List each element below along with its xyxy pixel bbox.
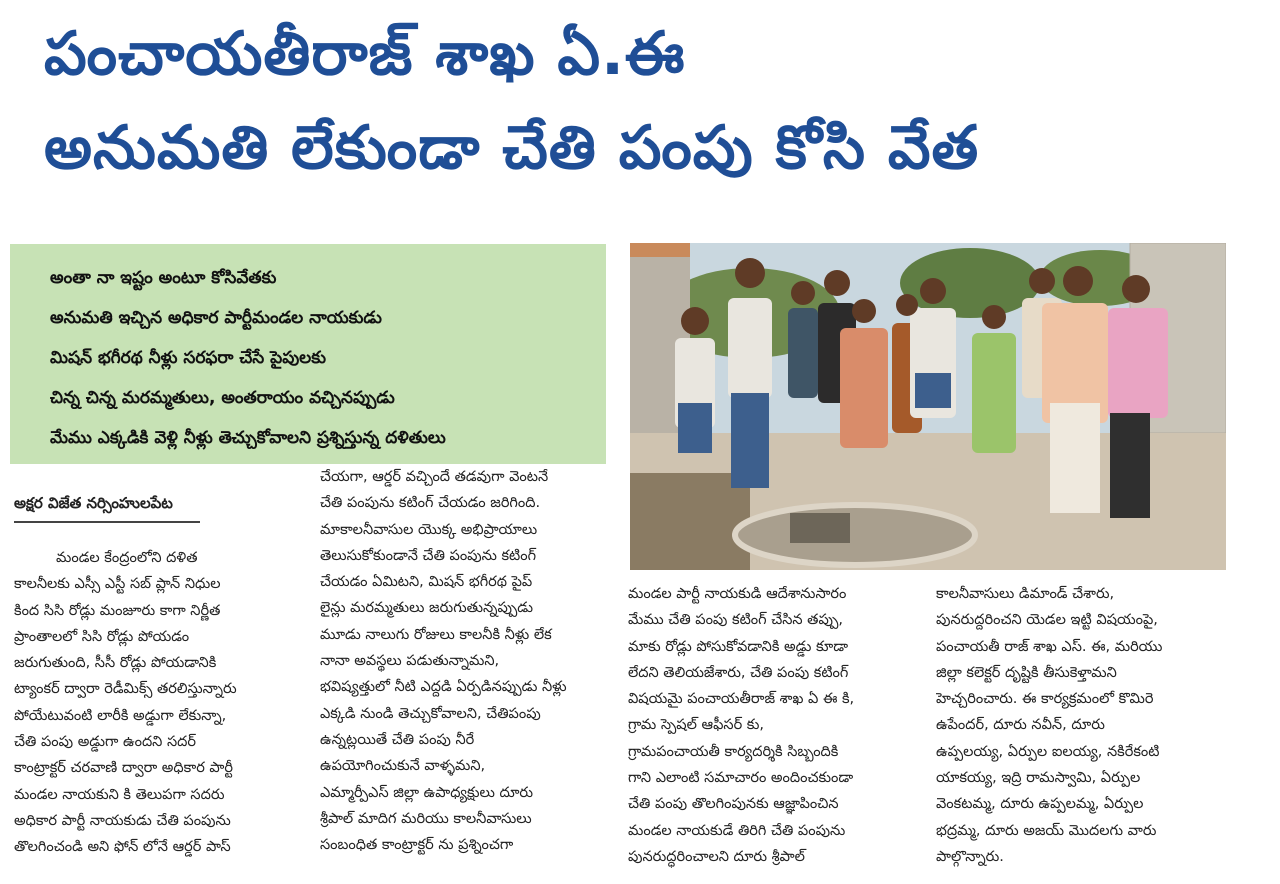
article-line: శ్రీపాల్ మాదిగ మరియు కాలనీవాసులు xyxy=(320,810,532,827)
article-line: కాలనీవాసులు డిమాండ్ చేశారు, xyxy=(936,586,1115,602)
article-line: గాని ఎలాంటి సమాచారం అందించకుండా xyxy=(628,770,854,787)
article-line: గ్రామ స్పెషల్ ఆఫీసర్ కు, xyxy=(628,717,764,734)
article-line: పంచాయతీ రాజ్ శాఖ ఎస్. ఈ, మరియు xyxy=(936,638,1163,655)
article-line: ట్యాంకర్ ద్వారా రెడీమిక్స్ తరలిస్తున్నారు xyxy=(14,681,237,698)
article-line: చేయగా, ఆర్డర్ వచ్చిందే తడవుగా వెంటనే xyxy=(320,469,549,485)
highlight-line: మిషన్ భగీరథ నీళ్లు సరఫరా చేసే పైపులకు xyxy=(50,348,326,368)
article-line: చేతి పంపు అడ్డుగా ఉందని సదర్ xyxy=(14,734,196,751)
article-line: అధికార పార్టీ నాయకుడు చేతి పంపును xyxy=(14,812,231,829)
highlight-line: మేము ఎక్కడికి వెళ్లి నీళ్లు తెచ్చుకోవాలని ప్రశ్నిస్తున్న దళితులు xyxy=(50,428,446,448)
article-line: మూడు నాలుగు రోజులు కాలనీకి నీళ్లు లేక xyxy=(320,626,552,643)
article-line: మాకాలనీవాసుల యొక్క అభిప్రాయాలు xyxy=(320,521,538,538)
news-photo xyxy=(630,243,1226,570)
article-line: చేయడం ఏమిటని, మిషన్ భగీరథ పైప్ xyxy=(320,574,533,591)
article-column-3 xyxy=(628,581,923,870)
article-column-2 xyxy=(320,464,610,858)
article-line: తెలుసుకోకుండానే చేతి పంపును కటింగ్ xyxy=(320,547,537,564)
article-line: నానా అవస్థలు పడుతున్నామని, xyxy=(320,653,500,670)
article-line: చేతి పంపు తొలగింపునకు ఆజ్ఞాపించిన xyxy=(628,796,839,813)
article-line: మండల కేంద్రంలోని దళిత xyxy=(56,550,198,566)
headline-line-1: పంచాయతీరాజ్ శాఖ ఏ.ఈ xyxy=(44,19,686,89)
article-line: చేతి పంపును కటింగ్ చేయడం జరిగింది. xyxy=(320,495,541,512)
article-line: యాకయ్య, ఇద్రి రామస్వామి, ఏర్పుల xyxy=(936,770,1141,787)
article-line: మండల నాయకుని కి తెలుపగా సదరు xyxy=(14,786,225,803)
article-line: గ్రామపంచాయతీ కార్యదర్శికి సిబ్బందికి xyxy=(628,743,839,760)
article-line: జిల్లా కలెక్టర్ దృష్టికి తీసుకెళ్తామని xyxy=(936,664,1117,681)
article-line: కాంట్రాక్టర్ చరవాణి ద్వారా అధికార పార్టీ xyxy=(14,760,233,777)
article-line: ఉపయోగించుకునే వాళ్ళమని, xyxy=(320,758,486,775)
article-line: ఎక్కడి నుండి తెచ్చుకోవాలని, చేతిపంపు xyxy=(320,705,541,722)
article-line: ఉపేందర్, దూరు నవీన్, దూరు xyxy=(936,717,1105,734)
article-line: హెచ్చరించారు. ఈ కార్యక్రమంలో కొమిరె xyxy=(936,691,1154,708)
article-line: కింద సిసి రోడ్లు మంజూరు కాగా నిర్ణీత xyxy=(14,602,221,619)
article-line: జరుగుతుంది, సీసీ రోడ్లు పోయడానికి xyxy=(14,655,217,672)
highlight-line: అనుమతి ఇచ్చిన అధికార పార్టీమండల నాయకుడు xyxy=(50,308,382,328)
article-line: విషయమై పంచాయతీరాజ్ శాఖ ఏ ఈ కి, xyxy=(628,691,855,708)
article-column-1 xyxy=(14,545,304,861)
article-line: మండల పార్టీ నాయకుడి ఆదేశానుసారం xyxy=(628,586,847,602)
highlight-box xyxy=(10,244,606,464)
article-line: పాల్గొన్నారు. xyxy=(936,848,1004,865)
article-line: పునరుద్దరించని యెడల ఇట్టి విషయంపై, xyxy=(936,612,1158,629)
article-line: తొలగించండి అని ఫోన్ లోనే ఆర్డర్ పాస్ xyxy=(14,839,231,856)
article-line: వెంకటమ్మ, దూరు ఉప్పలమ్మ, ఏర్పుల xyxy=(936,796,1144,813)
article-column-4 xyxy=(936,581,1226,870)
article-line: సంబంధిత కాంట్రాక్టర్ ను ప్రశ్నించగా xyxy=(320,837,514,854)
article-line: మాకు రోడ్లు పోసుకోవడానికి అడ్డు కూడా xyxy=(628,638,848,655)
article-line: పునరుద్ధరించాలని దూరు శ్రీపాల్ xyxy=(628,848,805,865)
article-line: లేదని తెలియజేశారు, చేతి పంపు కటింగ్ xyxy=(628,664,849,681)
article-line: మేము చేతి పంపు కటింగ్ చేసిన తప్పు, xyxy=(628,612,843,629)
article-line: భవిష్యత్తులో నీటి ఎద్దడి ఏర్పడినప్పుడు నీళ్లు xyxy=(320,679,567,696)
article-line: లైన్లు మరమ్మతులు జరుగుతున్నప్పుడు xyxy=(320,600,534,617)
headline-line-2: అనుమతి లేకుండా చేతి పంపు కోసి వేత xyxy=(44,113,980,183)
article-line: ఎమ్మార్పీఎస్ జిల్లా ఉపాధ్యక్షులు దూరు xyxy=(320,784,533,801)
highlight-line: అంతా నా ఇష్టం అంటూ కోసివేతకు xyxy=(50,268,277,288)
article-line: ఉన్నట్లయితే చేతి పంపు నీరే xyxy=(320,731,475,748)
byline: అక్షర విజేత నర్సింహులపేట xyxy=(14,494,173,512)
article-line: పోయేటువంటి లారీకి అడ్డుగా లేకున్నా, xyxy=(14,707,227,724)
article-line: భద్రమ్మ, దూరు అజయ్ మొదలగు వారు xyxy=(936,822,1157,839)
article-line: మండల నాయకుడే తిరిగి చేతి పంపును xyxy=(628,822,846,839)
article-line: కాలనీలకు ఎస్సీ ఎస్టీ సబ్ ప్లాన్ నిధుల xyxy=(14,576,221,593)
article-line: ఉప్పలయ్య, ఏర్పుల ఐలయ్య, నకిరేకంటి xyxy=(936,743,1160,760)
byline-underline xyxy=(14,521,200,523)
article-line: ప్రాంతాలలో సిసి రోడ్లు పోయడం xyxy=(14,628,190,645)
highlight-line: చిన్న చిన్న మరమ్మతులు, అంతరాయం వచ్చినప్పుడు xyxy=(50,388,395,408)
